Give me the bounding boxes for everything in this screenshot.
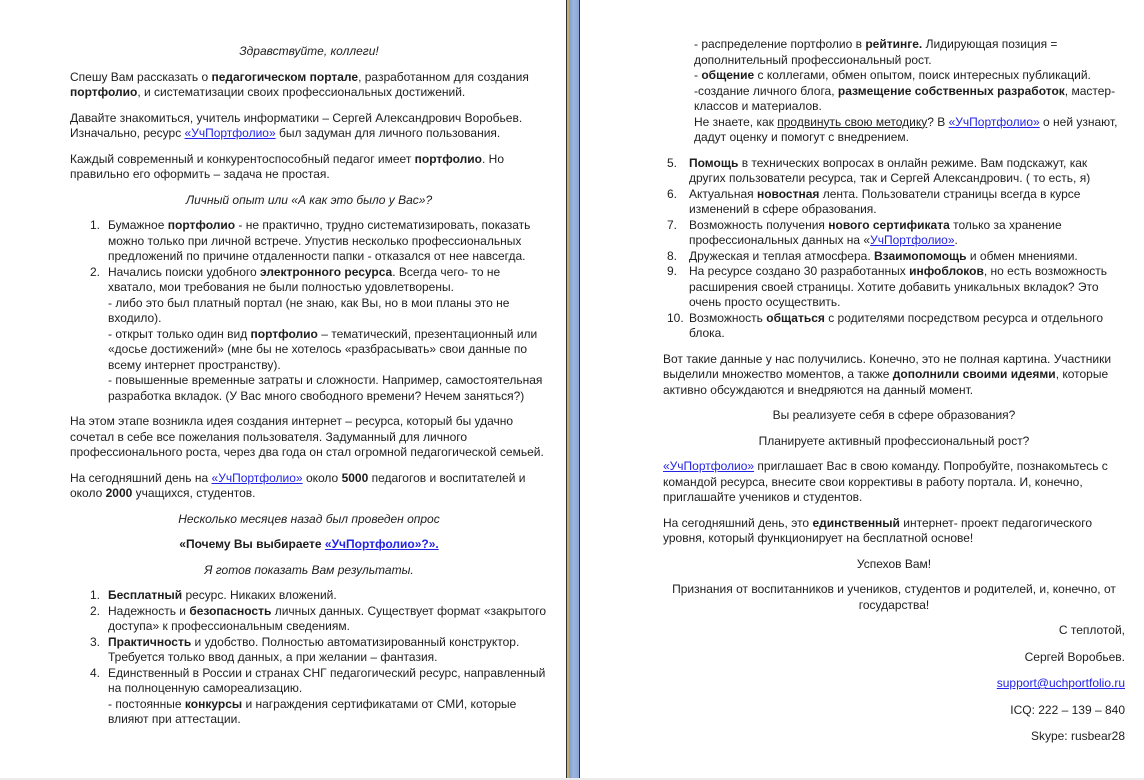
text-run: о ней узнают, дадут оценку и помогут с внедрением. [694, 114, 1118, 144]
text-run: Личный опыт или «А как это было у Вас»? [185, 192, 433, 207]
signature-line [663, 703, 1125, 719]
text-run: конкурсы [184, 696, 243, 711]
paragraph [70, 152, 548, 183]
text-run: , которые активно обсуждаются и внедряются на данный момент. [663, 367, 1109, 397]
text-run: «Почему Вы выбираете [179, 537, 325, 551]
text-run: Я готов показать Вам результаты. [204, 562, 414, 577]
list-item [70, 588, 548, 604]
email-link[interactable]: support@uchportfolio.ru [996, 676, 1125, 690]
divider-blue-bar [569, 0, 579, 780]
list-item-number: 6. [667, 186, 678, 201]
text-run: - [694, 68, 702, 82]
text-run: Давайте знакомиться, учитель информатики – Сергей Александрович Воробьев. Изначально, ресурс [70, 110, 523, 140]
paragraph [70, 111, 548, 142]
text-run: Возможность [689, 310, 767, 325]
text-run: На этом этапе возникла идея создания интернет – ресурса, который бы удачно сочетал в себе все пожелания пользователя. Задуманный для личного профессионального роста, через два года он стал огромной педагогической семьей. [70, 414, 544, 459]
text-run: нового сертификата [828, 217, 950, 232]
text-run: портфолио [167, 218, 236, 232]
text-run: инфоблоков [909, 264, 984, 278]
text-run: - открыт только один вид [108, 326, 251, 341]
text-run: и обмен мнениями. [966, 248, 1078, 263]
text-run: Единственный в России и странах СНГ педагогический ресурс, направленный на полноценную самореализацию. [108, 665, 546, 695]
text-run: , но есть возможность расширения своей страницы. Хотите добавить уникальных вкладок? Это очень просто осуществить. [689, 264, 1108, 309]
text-run: , мастер- классов и материалов. [694, 83, 1116, 113]
text-run: и удобство. Полностью автоматизированный конструктор. Требуется только ввод данных, а при желании – фантазия. [108, 634, 520, 664]
text-run: интернет- проект педагогического уровня, который функционирует на бесплатной основе! [663, 515, 1092, 545]
text-run: с родителями посредством ресурса и отдельного блока. [689, 310, 1104, 340]
text-run: Помощь [689, 155, 739, 170]
text-run: Спешу Вам рассказать о [70, 69, 212, 84]
numbered-list [70, 218, 548, 404]
text-run: Возможность получения [689, 217, 829, 232]
signature-line [663, 676, 1125, 692]
text-run: - распределение портфолио в [694, 37, 866, 51]
text-run: Сергей Воробьев. [1024, 649, 1125, 664]
text-run: , и систематизации своих профессиональных достижений. [137, 85, 466, 99]
list-item [663, 311, 1125, 342]
window-divider [566, 0, 580, 780]
text-run: общаться [766, 310, 825, 325]
text-run: Практичность [108, 634, 192, 649]
text-run: лента. Пользователи страницы всегда в курсе изменений в сфере образования. [689, 186, 1081, 216]
list-item-number: 3. [90, 634, 101, 649]
text-run: Каждый современный и конкурентоспособный педагог имеет [70, 151, 415, 166]
uchportfolio-link[interactable]: «УчПортфолио» [211, 470, 303, 485]
text-run: На сегодняшний день, это [663, 515, 813, 530]
list-item-number: 10. [667, 310, 684, 325]
uchportfolio-survey-link[interactable]: «УчПортфолио»?». [324, 537, 439, 551]
list-item-number: 2. [90, 264, 101, 279]
text-run: Признания от воспитанников и учеников, студентов и родителей, и, конечно, от государства! [672, 582, 1116, 612]
text-run: с коллегами, обмен опытом, поиск интересных публикаций. [754, 68, 1091, 82]
text-run: - постоянные [108, 696, 185, 711]
divider-right-edge [579, 0, 580, 780]
text-run: только за хранение профессиональных данных на « [689, 217, 1062, 247]
survey-question [70, 537, 548, 553]
list-item [663, 218, 1125, 249]
text-run: Начались поиски удобного [108, 264, 261, 279]
list-item [70, 604, 548, 635]
page-right [663, 37, 1125, 756]
text-run: личных данных. Существует формат «закрытого доступа» к профессиональным сведениям. [108, 603, 547, 633]
section-heading [70, 44, 548, 60]
text-run: единственный [812, 515, 900, 530]
numbered-list [70, 588, 548, 728]
text-run: новостная [756, 186, 820, 201]
centered-line [663, 582, 1125, 613]
centered-line [663, 408, 1125, 424]
signature-line [663, 623, 1125, 639]
text-run: Здравствуйте, коллеги! [239, 44, 379, 58]
list-item-number: 5. [667, 155, 678, 170]
paragraph [70, 70, 548, 101]
uchportfolio-link[interactable]: «УчПортфолио» [184, 126, 276, 140]
text-run: электронного ресурса [260, 264, 393, 279]
text-run: размещение собственных разработок [837, 83, 1065, 98]
text-run: портфолио [414, 151, 483, 166]
section-heading [70, 512, 548, 528]
uchportfolio-link[interactable]: «УчПортфолио» [948, 114, 1040, 129]
list-item [663, 156, 1125, 187]
promote-method-link[interactable]: продвинуть свою методику [777, 114, 928, 129]
text-run: С теплотой, [1058, 623, 1125, 637]
text-run: был задуман для личного пользования. [275, 126, 501, 140]
text-run: - повышенные временные затраты и сложности. Например, самостоятельная разработка вкладок. (У Вас много свободного времени? Нечем заняться?) [108, 373, 543, 403]
text-run: дополнили своими идеями [892, 367, 1056, 381]
paragraph [70, 471, 548, 502]
list-item [70, 635, 548, 666]
text-run: – тематический, презентационный или «досье достижений» (мне бы не хотелось «разбрасывать» свои данные по всему интернет пространству). [108, 326, 538, 372]
signature-line [663, 729, 1125, 745]
text-run: Актуальная [689, 186, 757, 201]
text-run: Бесплатный [108, 588, 183, 602]
uchportfolio-link[interactable]: УчПортфолио» [870, 233, 955, 247]
section-heading [70, 563, 548, 579]
text-run: Вот такие данные у нас получились. Конечно, это не полная картина. Участники выделили множество моментов, а также [663, 351, 1112, 381]
text-run: около [302, 470, 342, 485]
list-item-number: 2. [90, 603, 101, 618]
list-item-number: 4. [90, 665, 101, 680]
text-run: учащихся, студентов. [132, 486, 256, 500]
text-run: -создание личного блога, [694, 83, 838, 98]
text-run: На ресурсе создано 30 разработанных [689, 264, 910, 278]
list-item [663, 187, 1125, 218]
text-run: ICQ: 222 – 139 – 840 [1010, 702, 1125, 717]
list-item-number: 8. [667, 248, 678, 263]
text-run: портфолио [250, 326, 318, 341]
page-left [70, 44, 548, 738]
text-run: Надежность и [108, 603, 190, 618]
text-run: в технических вопросах в онлайн режиме. Вам подскажут, как других пользователи ресурса, так и Сергей Александрович. ( то есть, я) [689, 155, 1091, 185]
text-run: Дружеская и теплая атмосфера. [689, 248, 874, 263]
list-continuation [663, 37, 1125, 146]
text-run: и награждения сертификатами от СМИ, которые влияют при аттестации. [108, 696, 517, 726]
text-run: рейтинге. [865, 37, 923, 51]
list-item [70, 265, 548, 405]
paragraph [70, 414, 548, 461]
text-run: Успехов Вам! [856, 556, 932, 571]
text-run: 2000 [105, 486, 133, 500]
text-run: - не практично, трудно систематизировать, показать можно только при личной встрече. Упустив несколько профессиональных предложений по причине отдаленности папки - отказался от нее навсегда. [108, 218, 531, 263]
text-run: Не знаете, как [694, 114, 778, 129]
uchportfolio-link[interactable]: «УчПортфолио» [663, 459, 755, 473]
centered-line [663, 557, 1125, 573]
list-item-number: 7. [667, 217, 678, 232]
numbered-list [663, 156, 1125, 342]
paragraph [663, 459, 1125, 506]
text-run: ? В [927, 114, 949, 129]
text-run: безопасность [189, 603, 272, 618]
list-item [663, 249, 1125, 265]
text-run: общение [701, 68, 755, 82]
text-run: . [954, 233, 958, 247]
text-run: Взаимопомощь [874, 248, 967, 263]
list-item-number: 1. [90, 588, 101, 602]
text-run: педагогов и воспитателей и около [70, 470, 526, 500]
text-run: приглашает Вас в свою команду. Попробуйте, познакомьтесь с командой ресурса, внесите свои коррективы в работу портала. И, конечно, приглашайте учеников и студентов. [663, 459, 1108, 504]
list-item [663, 264, 1125, 311]
list-item-number: 1. [90, 218, 101, 232]
text-run: 5000 [341, 470, 369, 485]
text-run: - либо это был платный портал (не знаю, как Вы, но в мои планы это не входило). [108, 295, 510, 325]
list-item [70, 666, 548, 728]
paragraph [663, 516, 1125, 547]
text-run: Планируете активный профессиональный рост? [758, 433, 1030, 448]
text-run: Несколько месяцев назад был проведен опрос [178, 511, 440, 526]
text-run: Лидирующая позиция = дополнительный профессиональный рост. [694, 37, 1058, 67]
text-run: Skype: rusbear28 [1030, 729, 1125, 743]
text-run: . Но правильно его оформить – задача не простая. [70, 151, 505, 181]
text-run: Вы реализуете себя в сфере образования? [772, 408, 1016, 422]
list-item [70, 218, 548, 265]
text-run: портфолио [70, 85, 138, 99]
text-run: На сегодняшний день на [70, 470, 212, 485]
text-run: , разработанном для создания [358, 69, 529, 84]
text-run: ресурс. Никаких вложений. [182, 588, 337, 602]
centered-line [663, 434, 1125, 450]
paragraph [663, 352, 1125, 399]
list-item-number: 9. [667, 264, 678, 278]
signature-line [663, 650, 1125, 666]
section-heading [70, 193, 548, 209]
text-run: Бумажное [108, 218, 168, 232]
text-run: педагогическом портале [211, 69, 359, 84]
text-run: . Всегда чего- то не хватало, мои требования не были полностью удовлетворены. [108, 264, 501, 294]
